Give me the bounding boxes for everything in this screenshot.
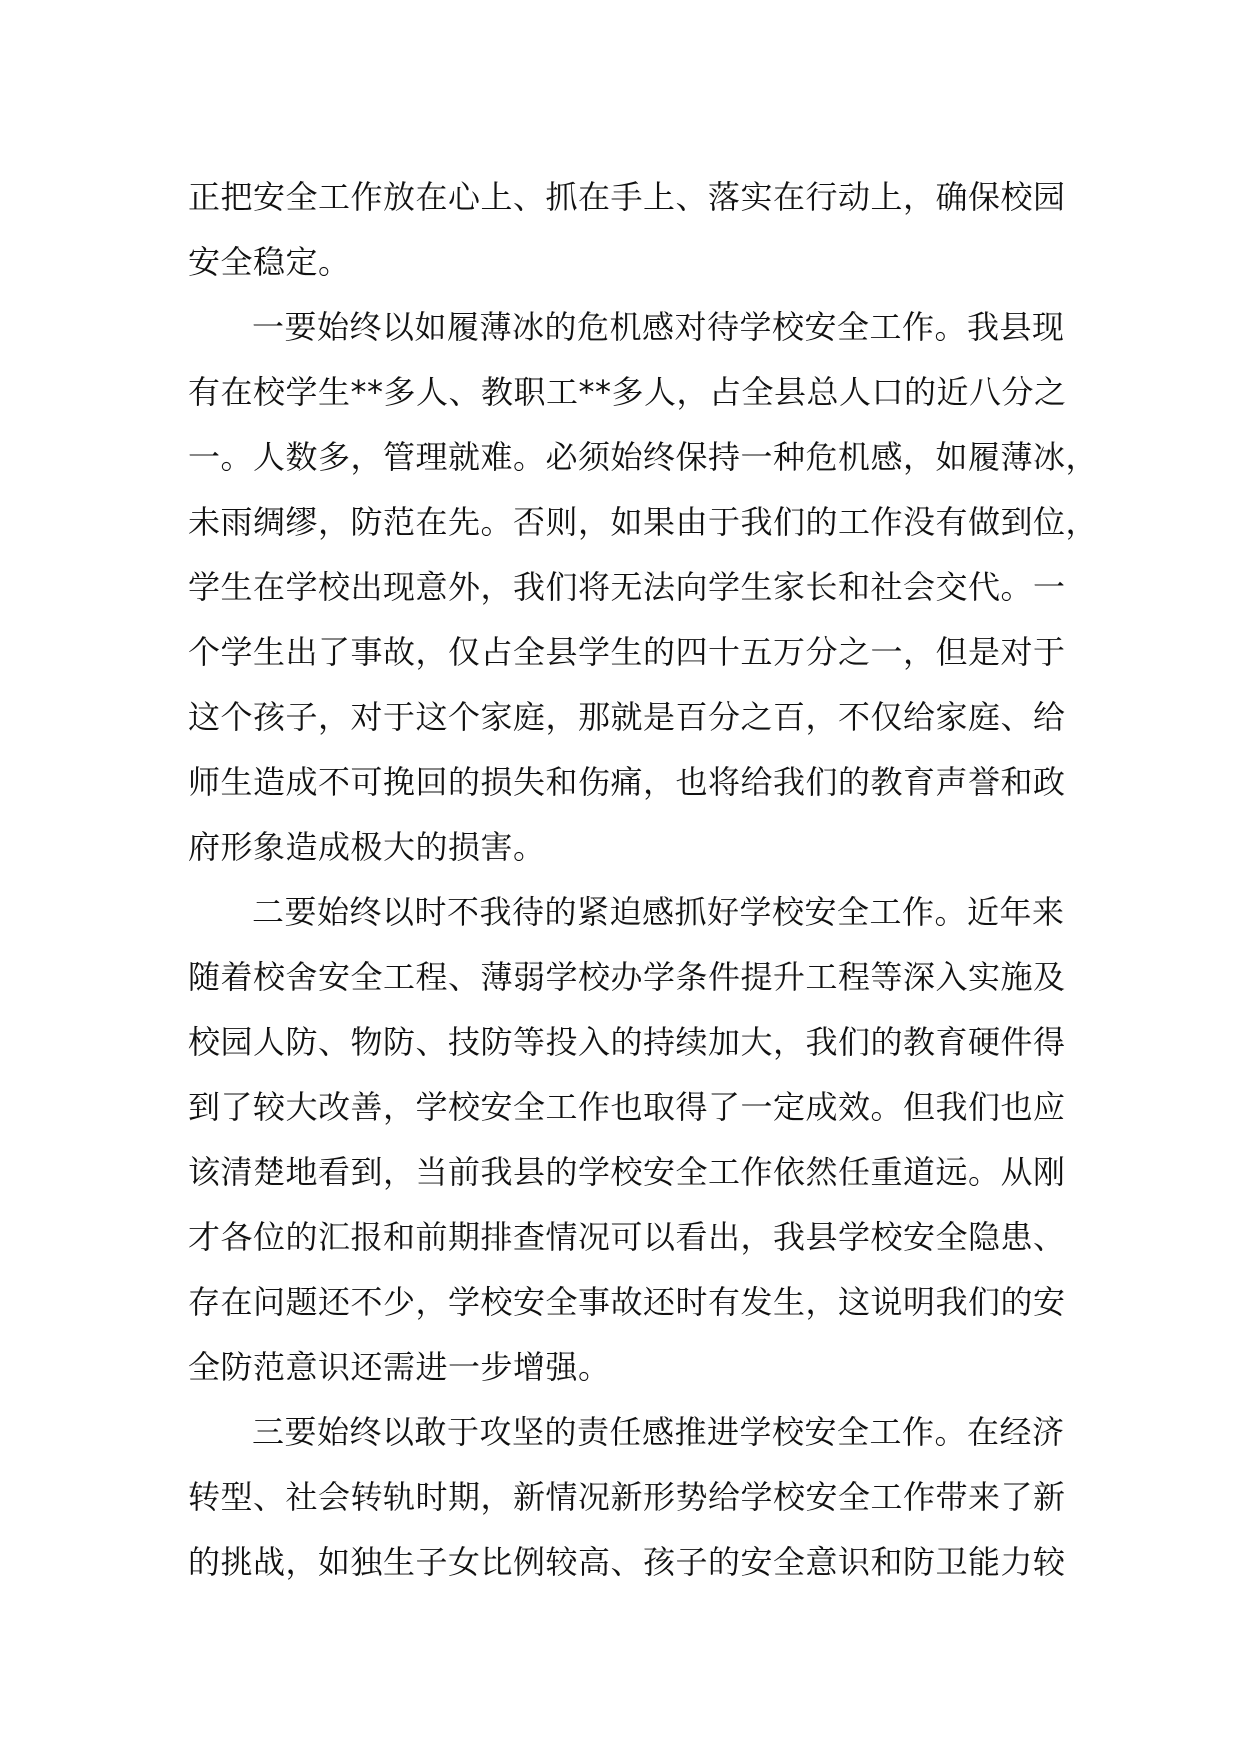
text-line: 校园人防、物防、技防等投入的持续加大，我们的教育硬件得 bbox=[188, 1023, 1066, 1061]
text-line: 随着校舍安全工程、薄弱学校办学条件提升工程等深入实施及 bbox=[188, 958, 1066, 996]
paragraph-start-line: 二要始终以时不我待的紧迫感抓好学校安全工作。近年来 bbox=[252, 893, 1065, 931]
text-line: 个学生出了事故，仅占全县学生的四十五万分之一，但是对于 bbox=[188, 633, 1066, 671]
text-line: 全防范意识还需进一步增强。 bbox=[188, 1348, 611, 1386]
text-line: 府形象造成极大的损害。 bbox=[188, 828, 546, 866]
text-line: 存在问题还不少，学校安全事故还时有发生，这说明我们的安 bbox=[188, 1283, 1066, 1321]
text-line: 转型、社会转轨时期，新情况新形势给学校安全工作带来了新 bbox=[188, 1478, 1066, 1516]
text-line: 该清楚地看到，当前我县的学校安全工作依然任重道远。从刚 bbox=[188, 1153, 1066, 1191]
text-line: 到了较大改善，学校安全工作也取得了一定成效。但我们也应 bbox=[188, 1088, 1066, 1126]
text-line: 有在校学生**多人、教职工**多人，占全县总人口的近八分之 bbox=[188, 373, 1067, 411]
text-line: 学生在学校出现意外，我们将无法向学生家长和社会交代。一 bbox=[188, 568, 1066, 606]
text-line: 一。人数多，管理就难。必须始终保持一种危机感，如履薄冰， bbox=[188, 438, 1099, 476]
text-line: 才各位的汇报和前期排查情况可以看出，我县学校安全隐患、 bbox=[188, 1218, 1066, 1256]
text-line: 安全稳定。 bbox=[188, 243, 351, 281]
body-text bbox=[188, 165, 1099, 1595]
text-line: 未雨绸缪，防范在先。否则，如果由于我们的工作没有做到位， bbox=[188, 503, 1099, 541]
paragraph-start-line: 三要始终以敢于攻坚的责任感推进学校安全工作。在经济 bbox=[252, 1413, 1065, 1451]
text-line: 师生造成不可挽回的损失和伤痛，也将给我们的教育声誉和政 bbox=[188, 763, 1066, 801]
text-line: 这个孩子，对于这个家庭，那就是百分之百，不仅给家庭、给 bbox=[188, 698, 1066, 736]
text-line: 的挑战，如独生子女比例较高、孩子的安全意识和防卫能力较 bbox=[188, 1543, 1066, 1581]
paragraph-start-line: 一要始终以如履薄冰的危机感对待学校安全工作。我县现 bbox=[252, 308, 1065, 346]
text-line: 正把安全工作放在心上、抓在手上、落实在行动上，确保校园 bbox=[188, 178, 1066, 216]
